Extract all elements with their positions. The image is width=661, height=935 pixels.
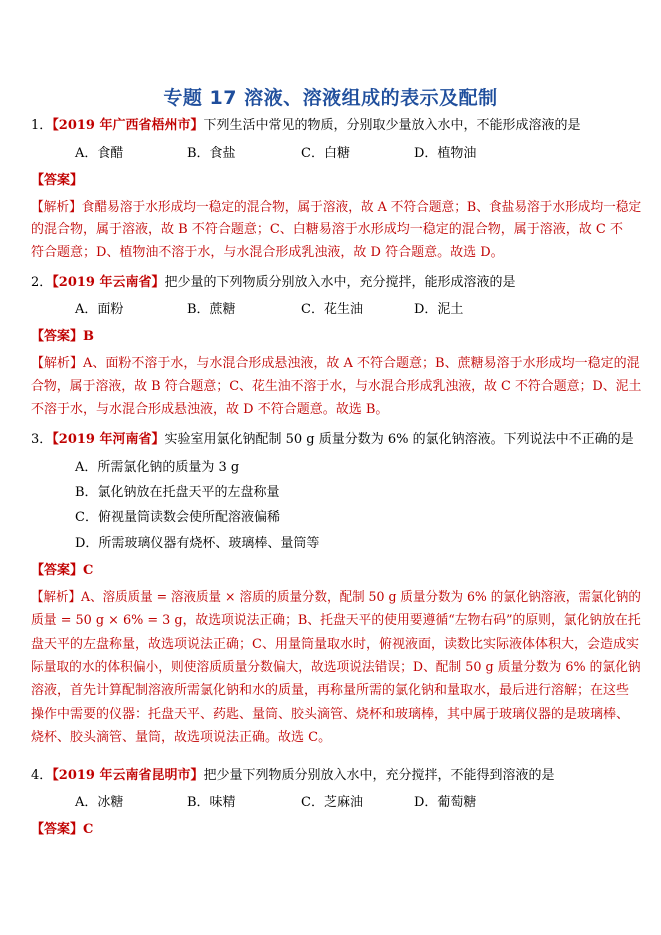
question-stem: 把少量的下列物质分别放入水中，充分搅拌，能形成溶液的是 — [164, 275, 516, 290]
analysis-line: 合物，属于溶液，故 B 符合题意；C、花生油不溶于水，与水混合形成乳浊液，故 C 不符合题意；D、泥土 — [31, 379, 642, 394]
question-number: 3． — [31, 432, 53, 447]
option-d: D．葡萄糖 — [414, 795, 477, 810]
analysis-line: 操作中需要的仪器：托盘天平、药匙、量筒、胶头滴管、烧杯和玻璃棒，其中属于玻璃仪器的是玻璃棒、 — [31, 707, 630, 722]
analysis-line: 溶液，首先计算配制溶液所需氯化钠和水的质量，再称量所需的氯化钠和量取水，最后进行溶解；在这些 — [31, 683, 630, 698]
question-number: 1． — [31, 118, 53, 133]
option-a: A．冰糖 — [75, 795, 124, 810]
analysis-line: 【解析】A、溶质质量 = 溶液质量 × 溶质的质量分数，配制 50 g 质量分数为 6% 的氯化钠溶液，需氯化钠的 — [31, 590, 641, 605]
question-source: 【2019 年广西省梧州市】 — [52, 118, 204, 133]
analysis-line: 不溶于水，与水混合形成悬浊液，故 D 不符合题意。故选 B。 — [31, 402, 389, 417]
option-b: B．食盐 — [187, 146, 236, 161]
option-c: C．白糖 — [301, 146, 350, 161]
option-a: A．食醋 — [75, 146, 124, 161]
question-3 — [31, 431, 634, 449]
answer-label: 【答案】C — [31, 563, 94, 578]
option-d: D．所需玻璃仪器有烧杯、玻璃棒、量筒等 — [75, 536, 320, 551]
question-number: 4． — [31, 768, 53, 783]
option-a: A．面粉 — [75, 302, 124, 317]
question-1 — [31, 117, 581, 135]
analysis-line: 【解析】食醋易溶于水形成均一稳定的混合物，属于溶液，故 A 不符合题意；B、食盐易溶于水形成均一稳定 — [31, 200, 642, 215]
answer-label: 【答案】C — [31, 822, 94, 837]
question-number: 2． — [31, 275, 53, 290]
question-stem: 实验室用氯化钠配制 50 g 质量分数为 6% 的氯化钠溶液。下列说法中不正确的是 — [164, 432, 634, 447]
analysis-line: 际量取的水的体积偏小，则使溶质质量分数偏大，故选项说法错误；D、配制 50 g 质量分数为 6% 的氯化钠 — [31, 660, 641, 675]
analysis-line: 的混合物，属于溶液，故 B 不符合题意；C、白糖易溶于水形成均一稳定的混合物，属于溶液，故 C 不 — [31, 222, 623, 237]
page-title: 专题 17 溶液、溶液组成的表示及配制 — [163, 87, 498, 109]
question-4 — [31, 767, 555, 785]
option-a: A．所需氯化钠的质量为 3 g — [75, 460, 240, 475]
question-source: 【2019 年云南省昆明市】 — [52, 768, 204, 783]
option-c: C．俯视量筒读数会使所配溶液偏稀 — [75, 510, 280, 525]
option-b: B．蔗糖 — [187, 302, 236, 317]
option-d: D．植物油 — [414, 146, 477, 161]
question-source: 【2019 年河南省】 — [52, 432, 165, 447]
question-source: 【2019 年云南省】 — [52, 275, 165, 290]
option-b: B．氯化钠放在托盘天平的左盘称量 — [75, 485, 280, 500]
question-2 — [31, 274, 516, 292]
answer-label: 【答案】 — [31, 173, 84, 188]
analysis-line: 【解析】A、面粉不溶于水，与水混合形成悬浊液，故 A 不符合题意；B、蔗糖易溶于水形成均一稳定的混 — [31, 356, 640, 371]
option-d: D．泥土 — [414, 302, 464, 317]
question-stem: 下列生活中常见的物质，分别取少量放入水中，不能形成溶液的是 — [203, 118, 581, 133]
analysis-line: 质量 = 50 g × 6% = 3 g，故选项说法正确；B、托盘天平的使用要遵循“左物右码”的原则，氯化钠放在托 — [31, 613, 641, 628]
analysis-line: 烧杯、胶头滴管、量筒，故选项说法正确。故选 C。 — [31, 730, 332, 745]
option-b: B．味精 — [187, 795, 236, 810]
answer-label: 【答案】B — [31, 329, 94, 344]
question-stem: 把少量下列物质分别放入水中，充分搅拌，不能得到溶液的是 — [203, 768, 555, 783]
option-c: C．芝麻油 — [301, 795, 363, 810]
analysis-line: 符合题意；D、植物油不溶于水，与水混合形成乳浊液，故 D 符合题意。故选 D。 — [31, 245, 504, 260]
option-c: C．花生油 — [301, 302, 363, 317]
analysis-line: 盘天平的左盘称量，故选项说法正确；C、用量筒量取水时，俯视液面，读数比实际液体体积大，会造成实 — [31, 637, 639, 652]
